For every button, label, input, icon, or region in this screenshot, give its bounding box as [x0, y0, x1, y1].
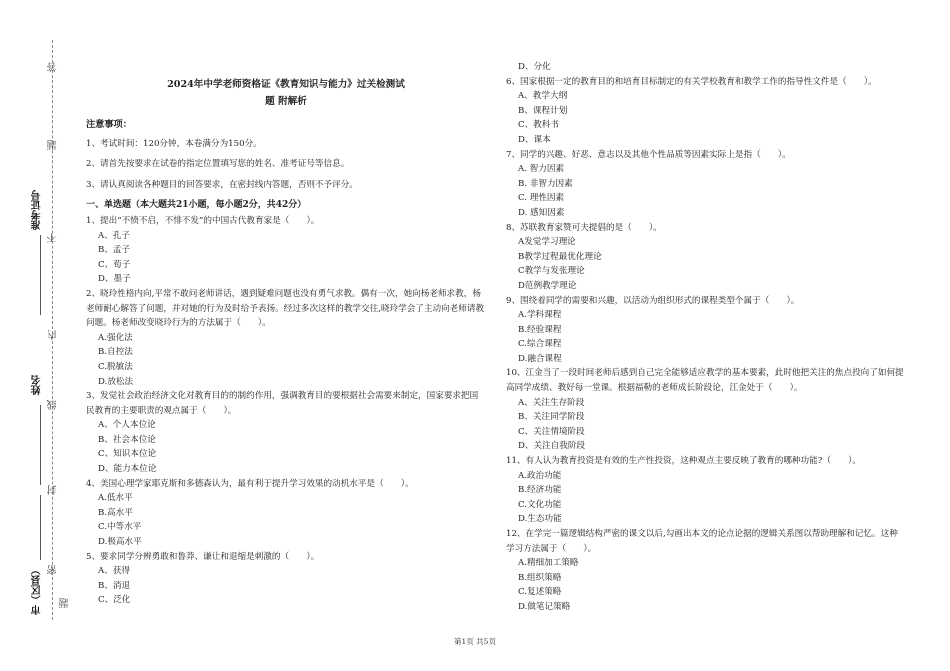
note-item: 1、考试时间：120分钟，本卷满分为150分。	[86, 138, 262, 149]
seal-char: 不	[48, 233, 59, 243]
answer-option: C、荀子	[98, 259, 131, 270]
question-stem: 1、提出“不愤不启，不悱不发”的中国古代教育家是（ ）。	[86, 215, 320, 226]
answer-option: A.低水平	[98, 493, 133, 504]
answer-option: A、孔子	[98, 230, 130, 241]
answer-option: A、关注生存阶段	[518, 397, 585, 408]
answer-option: C、知识本位论	[98, 449, 157, 460]
answer-option: A、个人本位论	[98, 420, 156, 431]
question-stem: 10、江金当了一段时间老师后感到自己完全能够适应教学的基本要素，此时他把关注的焦点投向了如何提高同学成绩、教好每一堂课。根据福勒的老师成长阶段论，江金处于（ ）。	[506, 368, 904, 394]
notes-heading: 注意事项：	[86, 119, 132, 130]
answer-option: C教学与发张理论	[518, 266, 585, 277]
answer-option: D、关注自我阶段	[518, 441, 586, 452]
answer-option: C.脱敏法	[98, 361, 133, 372]
note-item: 3、请认真阅读各种题目的回答要求，在密封线内答题，否则不予评分。	[86, 179, 358, 190]
answer-option: B.组织策略	[518, 572, 562, 583]
answer-option: D范例教学理论	[518, 280, 577, 291]
answer-option: D、分化	[518, 62, 551, 72]
answer-option: B.经济功能	[518, 485, 562, 496]
answer-option: C.复述策略	[518, 587, 562, 598]
seal-char: 内	[48, 330, 59, 340]
right-column	[506, 60, 906, 615]
exam-number-label: 准考证号	[32, 190, 43, 230]
answer-option: B教学过程最优化理论	[518, 251, 602, 262]
answer-option: C.中等水平	[98, 522, 142, 533]
answer-option: B、社会本位论	[98, 434, 156, 445]
question-stem: 4、美国心理学家耶克斯和多德森认为，最有利于提升学习效果的动机水平是（ ）。	[86, 478, 414, 489]
seal-char: 封	[48, 485, 59, 495]
answer-option: A. 智力因素	[518, 164, 565, 175]
answer-option: C、泛化	[98, 595, 131, 606]
answer-option: D、能力本位论	[98, 464, 157, 475]
answer-option: C.综合课程	[518, 339, 562, 350]
question-stem: 9、围绕着同学的需要和兴趣，以活动为组织形式的课程类型个属于（ ）。	[506, 295, 800, 306]
answer-option: B、课程计划	[518, 105, 568, 116]
region-field[interactable]	[40, 495, 41, 560]
answer-option: A.学科课程	[518, 310, 562, 321]
answer-option: A.政治功能	[518, 470, 562, 481]
title-line-2: 题 附解析	[265, 96, 307, 107]
answer-option: B. 非智力因素	[518, 178, 573, 189]
seal-char: 答	[48, 62, 59, 72]
answer-option: C、关注情境阶段	[518, 426, 585, 437]
answer-option: A、获得	[98, 566, 130, 577]
answer-option: C.文化功能	[518, 499, 562, 510]
answer-option: D.放松法	[98, 376, 134, 387]
section-heading: 一、单选题（本大题共21小题，每小题2分，共42分）	[86, 200, 307, 211]
title-line-1: 2024年中学老师资格证《教育知识与能力》过关检测试	[167, 79, 405, 90]
right-question-list	[506, 60, 906, 615]
seal-char: 题	[60, 598, 71, 608]
left-question-list	[86, 214, 486, 608]
region-label: 市（区县）	[32, 565, 43, 615]
answer-option: B、关注同学阶段	[518, 412, 585, 423]
answer-option: C. 理性因素	[518, 193, 565, 204]
answer-option: B.高水平	[98, 507, 133, 518]
answer-option: C、教科书	[518, 120, 559, 131]
question-stem: 5、要求同学分辨勇敢和鲁莽、谦让和退缩是刺激的（ ）。	[86, 551, 320, 562]
answer-option: A、教学大纲	[518, 91, 568, 102]
question-stem: 12、在学完一篇逻辑结构严密的课文以后,勾画出本文的论点论据的逻辑关系图以帮助理解和记忆。这种学习方法属于（ ）。	[506, 529, 898, 554]
answer-option: A.强化法	[98, 332, 133, 343]
answer-option: D.做笔记策略	[518, 601, 571, 612]
answer-option: B.自控法	[98, 347, 133, 358]
exam-title	[116, 76, 456, 110]
seal-char: 密	[48, 565, 59, 575]
question-stem: 8、苏联教育家赞可夫提倡的是（ ）。	[506, 222, 662, 233]
question-stem: 2、晓玲性格内向,平常不敢问老师讲话，遇到疑难问题也没有勇气求教。偶有一次，她向杨老师求教，杨老师耐心解答了问题，并对她的行为及时给予表扬。经过多次这样的教学交往,晓玲学会了主动向老师请教问题。杨老师改变晓玲行为的方法属于（ ）。	[86, 288, 485, 329]
exam-number-field[interactable]	[40, 235, 41, 315]
seal-char: 线	[48, 400, 59, 410]
answer-option: B.经验课程	[518, 324, 562, 335]
answer-option: A.精细加工策略	[518, 558, 579, 569]
question-stem: 3、发觉社会政治经济文化对教育目的的制约作用，强调教育目的要根据社会需要来制定，国家要求把国民教育的主要职责的观点属于（ ）。	[86, 391, 479, 416]
note-item: 2、请首先按要求在试卷的指定位置填写您的姓名、准考证号等信息。	[86, 159, 350, 170]
answer-option: D、课本	[518, 134, 551, 145]
name-label: 姓名	[32, 375, 43, 395]
answer-option: D. 感知因素	[518, 207, 565, 218]
binding-margin	[0, 0, 75, 671]
question-stem: 6、国家根据一定的教育目的和培育目标制定的有关学校教育和教学工作的指导性文件是（ ）。	[506, 76, 877, 87]
question-stem: 7、同学的兴趣、好恶、意志以及其他个性品质等因素实际上是指（ ）。	[506, 149, 791, 160]
answer-option: B、孟子	[98, 245, 131, 256]
question-stem: 11、有人认为教育投资是有效的生产性投资，这种观点主要反映了教育的哪种功能?（ ）。	[506, 456, 861, 467]
left-column	[86, 76, 486, 608]
answer-option: A发觉学习理论	[518, 237, 576, 248]
answer-option: D.极高水平	[98, 537, 142, 548]
seal-char: 题	[48, 140, 59, 150]
answer-option: D、墨子	[98, 274, 131, 285]
page-footer: 第1页 共5页	[454, 637, 496, 646]
answer-option: B、消退	[98, 580, 131, 591]
name-field[interactable]	[40, 405, 41, 485]
answer-option: D.生态功能	[518, 514, 562, 525]
answer-option: D.融合课程	[518, 353, 562, 364]
